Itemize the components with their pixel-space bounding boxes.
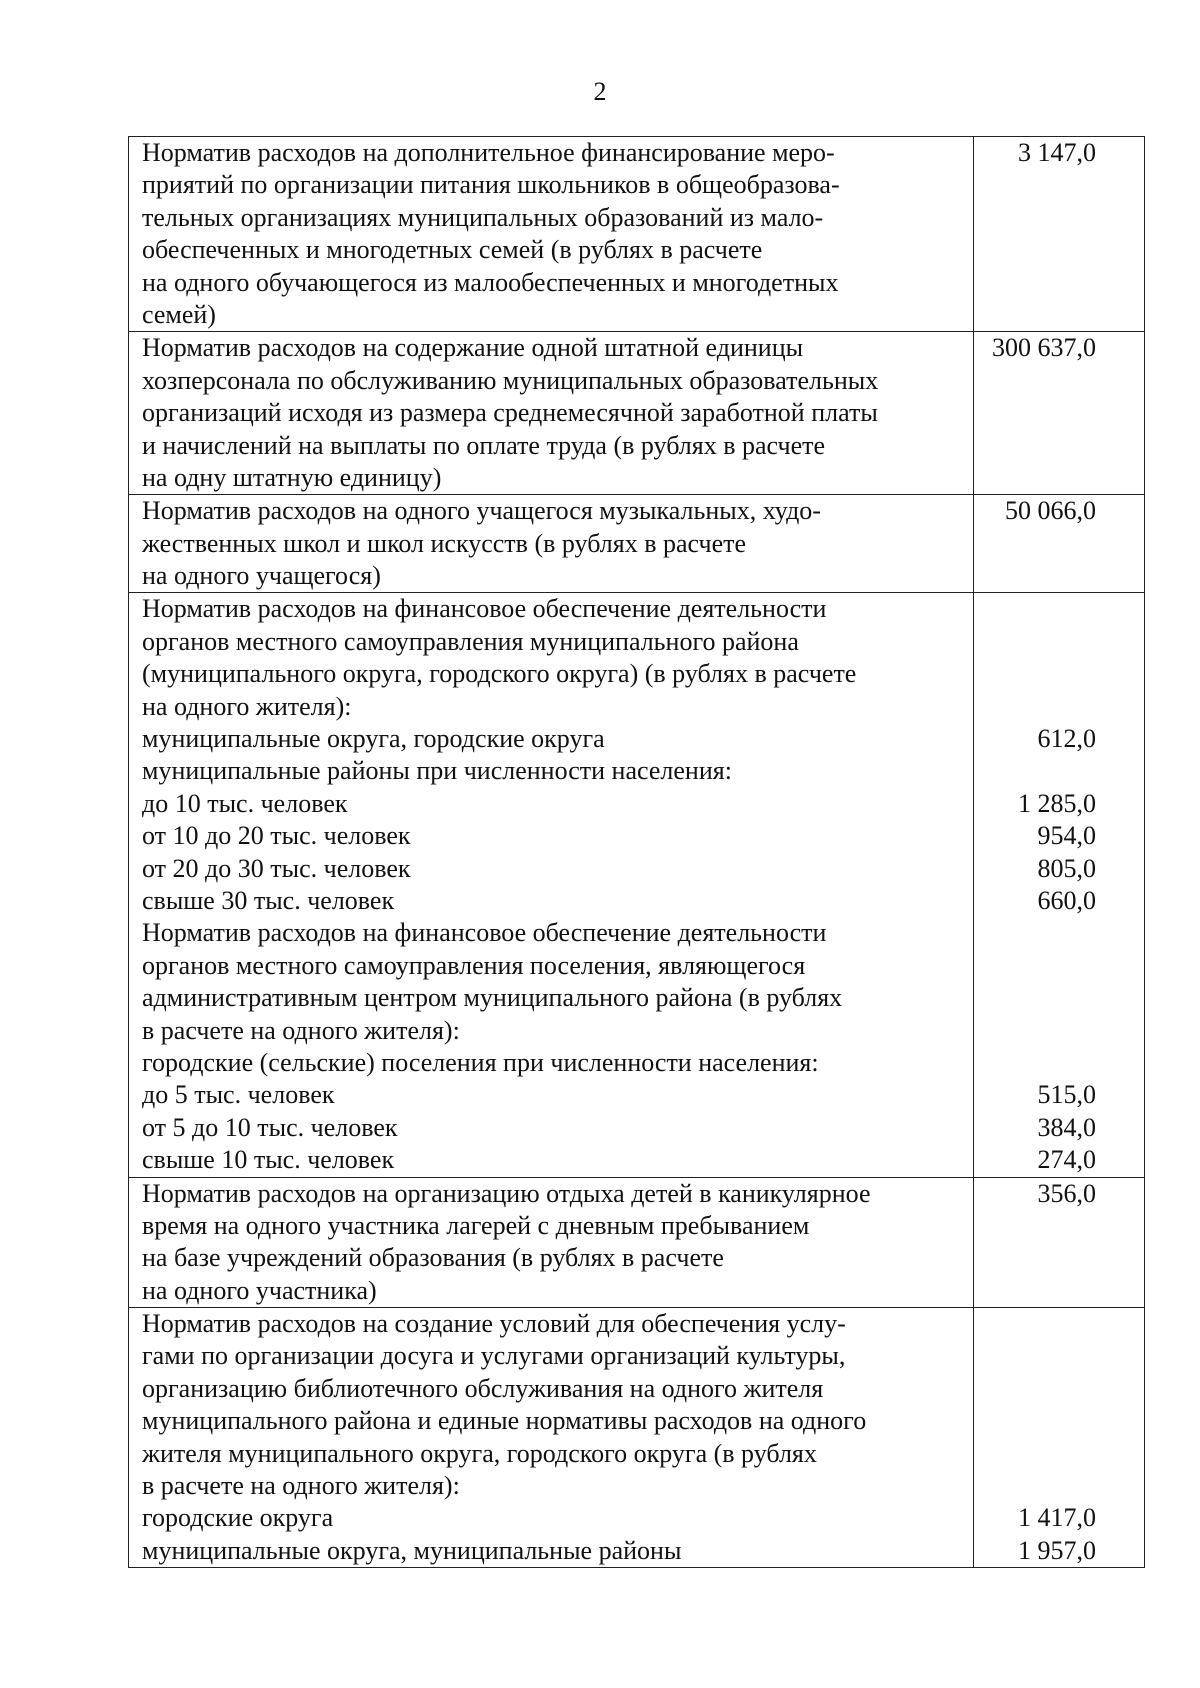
value-line: 384,0	[1037, 1112, 1096, 1142]
description-line: хозперсонала по обслуживанию муниципальных образовательных	[142, 365, 879, 395]
value-cell	[974, 593, 1145, 1177]
value-line	[974, 1470, 1144, 1502]
description-line: в расчете на одного жителя):	[142, 1471, 460, 1501]
description-line: городские (сельские) поселения при численности населения:	[142, 1047, 819, 1077]
value-line	[974, 365, 1144, 397]
description-line: приятий по организации питания школьников в общеобразова-	[142, 170, 840, 200]
value-line: 3 147,0	[1018, 138, 1096, 167]
description-line: (муниципального округа, городского округа) (в рублях в расчете	[142, 659, 857, 689]
value-cell	[974, 495, 1145, 593]
table-row	[129, 593, 1145, 1177]
value-line	[974, 691, 1144, 723]
value-line	[974, 560, 1144, 592]
value-line: 954,0	[1037, 821, 1096, 851]
description-line: Норматив расходов на финансовое обеспечение деятельности	[142, 918, 827, 948]
description-line: от 5 до 10 тыс. человек	[142, 1112, 398, 1142]
value-line	[974, 755, 1144, 787]
value-cell	[974, 137, 1145, 332]
value-line	[974, 1275, 1144, 1307]
value-line	[974, 950, 1144, 982]
description-line: до 10 тыс. человек	[142, 788, 348, 818]
value-line: 274,0	[1037, 1145, 1096, 1175]
description-line: на одного учащегося)	[142, 561, 381, 591]
value-line	[974, 397, 1144, 429]
value-line	[974, 658, 1144, 690]
value-line	[974, 1308, 1144, 1340]
description-line: Норматив расходов на финансовое обеспечение деятельности	[142, 594, 827, 624]
description-line: муниципального района и единые нормативы расходов на одного	[142, 1406, 867, 1436]
table-row	[129, 1177, 1145, 1308]
description-line: гами по организации досуга и услугами организаций культуры,	[142, 1341, 846, 1371]
value-cell	[974, 332, 1145, 495]
description-line: муниципальные округа, городские округа	[142, 724, 605, 754]
description-line: тельных организациях муниципальных образований из мало-	[142, 202, 824, 232]
description-line: органов местного самоуправления муниципального района	[142, 626, 799, 656]
value-line: 1 957,0	[1018, 1535, 1096, 1565]
value-line	[974, 626, 1144, 658]
value-cell	[974, 1177, 1145, 1308]
table-row	[129, 1308, 1145, 1568]
description-cell	[129, 495, 974, 593]
description-line: в расчете на одного жителя):	[142, 1015, 460, 1045]
value-line: 515,0	[1037, 1080, 1096, 1110]
value-cell	[974, 1308, 1145, 1568]
value-line	[974, 267, 1144, 299]
value-line	[974, 169, 1144, 201]
value-line	[974, 982, 1144, 1014]
description-line: время на одного участника лагерей с дневным пребыванием	[142, 1210, 810, 1240]
value-line: 805,0	[1037, 853, 1096, 883]
description-line: жителя муниципального округа, городского округа (в рублях	[142, 1438, 817, 1468]
description-line: Норматив расходов на организацию отдыха детей в каникулярное	[142, 1178, 871, 1208]
value-line: 300 637,0	[992, 333, 1096, 363]
value-line	[974, 1373, 1144, 1405]
value-line	[974, 1405, 1144, 1437]
description-line: муниципальные районы при численности населения:	[142, 756, 732, 786]
value-line	[974, 202, 1144, 234]
normatives-table	[128, 136, 1145, 1568]
value-line	[974, 528, 1144, 560]
description-line: свыше 30 тыс. человек	[142, 885, 395, 915]
description-line: от 10 до 20 тыс. человек	[142, 821, 411, 851]
description-line: на базе учреждений образования (в рублях в расчете	[142, 1243, 724, 1273]
description-line: обеспеченных и многодетных семей (в рублях в расчете	[142, 235, 763, 265]
description-cell	[129, 332, 974, 495]
table-row	[129, 332, 1145, 495]
description-line: городские округа	[142, 1503, 334, 1533]
description-line: Норматив расходов на содержание одной штатной единицы	[142, 333, 804, 363]
value-line	[974, 1438, 1144, 1470]
description-line: Норматив расходов на дополнительное финансирование меро-	[142, 138, 835, 167]
value-line: 356,0	[1037, 1178, 1096, 1208]
description-line: организаций исходя из размера среднемесячной заработной платы	[142, 398, 878, 428]
description-line: от 20 до 30 тыс. человек	[142, 853, 411, 883]
value-line	[974, 462, 1144, 494]
value-line: 1 417,0	[1018, 1503, 1096, 1533]
value-line	[974, 299, 1144, 331]
value-line	[974, 593, 1144, 625]
description-line: до 5 тыс. человек	[142, 1080, 335, 1110]
description-line: органов местного самоуправления поселения, являющегося	[142, 950, 806, 980]
value-line	[974, 1210, 1144, 1242]
description-line: Норматив расходов на одного учащегося музыкальных, худо-	[142, 496, 821, 526]
value-line	[974, 430, 1144, 462]
value-line: 1 285,0	[1018, 788, 1096, 818]
page-number: 2	[593, 77, 607, 106]
description-line: организацию библиотечного обслуживания на одного жителя	[142, 1373, 824, 1403]
table-body	[129, 137, 1145, 1568]
value-line: 612,0	[1037, 724, 1096, 754]
description-line: свыше 10 тыс. человек	[142, 1145, 395, 1175]
description-line: и начислений на выплаты по оплате труда (в рублях в расчете	[142, 430, 826, 460]
value-line	[974, 917, 1144, 949]
description-line: на одного участника)	[142, 1275, 377, 1305]
value-line	[974, 1340, 1144, 1372]
description-cell	[129, 593, 974, 1177]
description-line: муниципальные округа, муниципальные районы	[142, 1535, 682, 1565]
table-row	[129, 137, 1145, 332]
description-line: на одного жителя):	[142, 691, 352, 721]
description-cell	[129, 1177, 974, 1308]
description-line: жественных школ и школ искусств (в рублях в расчете	[142, 528, 747, 558]
description-line: Норматив расходов на создание условий для обеспечения услу-	[142, 1309, 846, 1339]
description-line: на одну штатную единицу)	[142, 462, 442, 492]
value-line	[974, 234, 1144, 266]
value-line	[974, 1047, 1144, 1079]
value-line	[974, 1242, 1144, 1274]
description-line: на одного обучающегося из малообеспеченных и многодетных	[142, 267, 839, 297]
description-cell	[129, 137, 974, 332]
table-row	[129, 495, 1145, 593]
value-line: 660,0	[1037, 885, 1096, 915]
value-line	[974, 1015, 1144, 1047]
description-line: семей)	[142, 299, 216, 329]
description-cell	[129, 1308, 974, 1568]
description-line: административным центром муниципального района (в рублях	[142, 983, 843, 1013]
value-line: 50 066,0	[1005, 496, 1096, 526]
